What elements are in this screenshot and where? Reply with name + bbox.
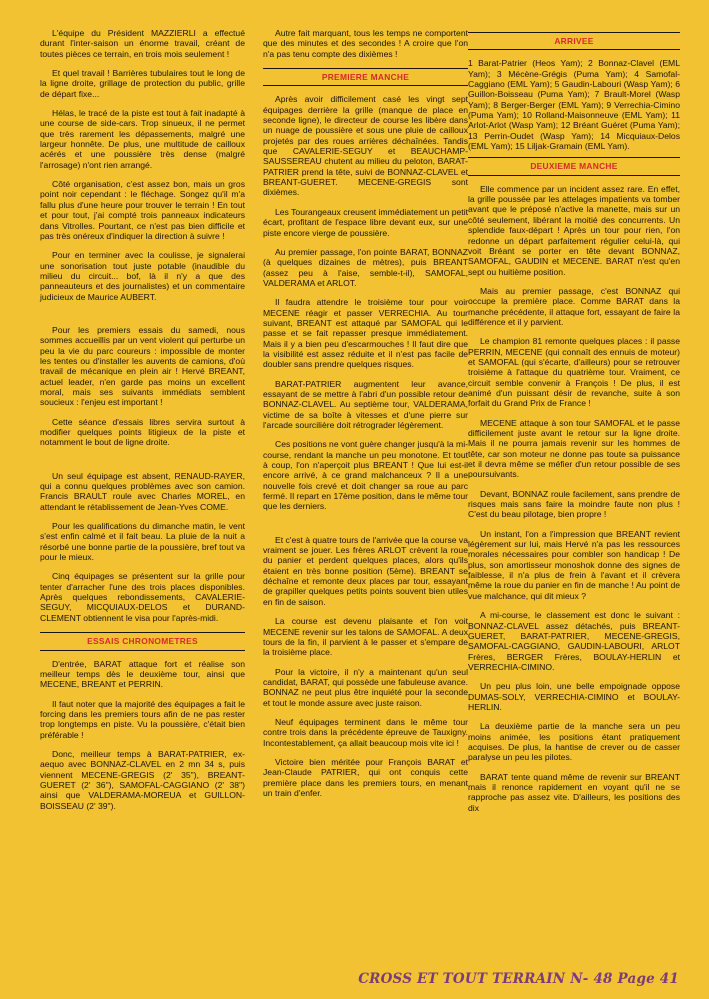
page-footer: CROSS ET TOUT TERRAIN N- 48 Page 41 [358,971,679,987]
paragraph: Neuf équipages terminent dans le même tour contre trois dans la précédente épreuve de Tauxigny. Incontestablement, ça allait beaucoup mois vite ici ! [263,716,468,748]
spacer [40,311,245,325]
paragraph: La deuxième partie de la manche sera un peu moins animée, les positions étant pratiquement acquises. De plus, la hantise de crever ou de casser paralyse un peu les pilotes. [468,721,680,763]
paragraph: Pour les premiers essais du samedi, nous sommes accueillis par un vent violent qui perturbe un peu la vie du parc coureurs : impossible de monter les tentes ou d'installer les auvents de camions, d'où travail de mécanique en plein air ! Hervé BREANT, actuel leader, n'en garde pas moins un excellent moral, mais ses suivants immédiats semblent soucieux : l'enjeu est important ! [40,324,245,408]
section-heading-premiere-manche: PREMIERE MANCHE [263,68,468,86]
paragraph: Et quel travail ! Barrières tubulaires tout le long de la ligne droite, grillage de protection du public, grille de départ fixe... [40,68,245,99]
paragraph: Autre fait marquant, tous les temps ne comportent que des minutes et des secondes ! A croire que l'on n'a pas tenu compte des dixièmes ! [263,28,468,59]
section-heading-deuxieme-manche: DEUXIEME MANCHE [468,157,680,175]
paragraph: Un peu plus loin, une belle empoignade oppose DUMAS-SOLY, VERRECHIA-CIMINO et BOULAY-HERLIN. [468,681,680,712]
section-heading-arrivee: ARRIVEE [468,32,680,50]
paragraph: Il faudra attendre le troisième tour pour voir MECENE réagir et passer VERRECHIA. Au tour suivant, BREANT est attaqué par SAMOFAL qui le passe et se fait repasser presque immédiatement. Mais il y a bien peu d'escarmouches ! Il faut dire que la visibilité est assez réduite et il n'est pas facile de doubler sans prendre quelques risques. [263,297,468,370]
paragraph: Devant, BONNAZ roule facilement, sans prendre de risques mais sans faire la moindre faute non plus ! C'est du beau pilotage, bien propre ! [468,488,680,520]
paragraph: La course est devenu plaisante et l'on voit MECENE revenir sur les talons de SAMOFAL. A deux tours de la fin, il parvient à le passer et s'empare de la troisième place. [263,616,468,658]
paragraph: Ces positions ne vont guère changer jusqu'à la mi-course, rendant la manche un peu monotone. Et tout à coup, l'on n'aperçoit plus BREANT ! Que lui est-il encore arrivé, à ce grand malchanceux ? Il a une nouvelle fois crevé et doit changer sa roue au parc fermé. Il repart en 17ème position, dans le même tour que les derniers. [263,439,468,512]
paragraph: Il faut noter que la majorité des équipages a fait le forcing dans les premiers tours afin de ne pas rester trop longtemps en piste. Vu la poussière, c'était bien préférable ! [40,698,245,740]
column-right [468,28,680,813]
paragraph: D'entrée, BARAT attaque fort et réalise son meilleur temps dès le deuxième tour, ainsi que MECENE, BREANT et PERRIN. [40,658,245,690]
spacer [263,521,468,535]
column-left [40,28,245,811]
paragraph: A mi-course, le classement est donc le suivant : BONNAZ-CLAVEL assez détachés, puis BREANT-GUERET, BARAT-PATRIER, MECENE-GREGIS, SAMOFAL-CAGGIANO, GAUDIN-LABOURI, ARLOT Frères, BERGER Frères, BOULAY-HERLIN et VERRECHIA-CIMINO. [468,610,680,672]
paragraph: Côté organisation, c'est assez bon, mais un gros point noir cependant : le fléchage. Songez qu'il m'a fallu plus d'une heure pour trouver le terrain ! En tout et pour tout, j'ai compté trois panneaux indicateurs dans Vitrolles. Pourtant, ce n'est pas bien difficile et pas très onéreux d'indiquer la direction à suivre ! [40,179,245,241]
paragraph: L'équipe du Président MAZZIERLI a effectué durant l'inter-saison un énorme travail, créant de toutes pièces ce terrain, en trois mois seulement ! [40,28,245,59]
paragraph: Cinq équipages se présentent sur la grille pour tenter d'arracher l'une des trois places disponibles. Après quelques rebondissements, CAVALERIE-SEGUY, MICQUIAUX-DELOS et DURAND-CLEMENT obtiennent le visa pour l'après-midi. [40,571,245,623]
paragraph: Un instant, l'on a l'impression que BREANT revient légèrement sur lui, mais Hervé n'a pas les ressources morales nécessaires pour combler son handicap ! De plus, son amortisseur monoshok donne des signes de faiblesse, il n'a plus de frein à l'avant et il crèvera même la roue du panier en fin de manche ! Au point de vue malchance, qui dit mieux ? [468,528,680,601]
paragraph: Elle commence par un incident assez rare. En effet, la grille poussée par les attelages impatients va tomber avant que le préposé n'active la manette, mais sur un côté seulement, libérant la moitié des concurrents. Un splendide faux-départ ! Après un tour pour rien, l'on redonne un départ parfaitement régulier celui-là, qui voit Bréant se porter en tête devant BONNAZ, SAMOFAL, GAUDIN et MECENE. BARAT n'est qu'en sept ou huitième position. [468,183,680,277]
paragraph: Hélas, le tracé de la piste est tout à fait inadapté à une course de side-cars. Trop sinueux, il ne permet que très rarement les dépassements, malgré une largeur honnête. De plus, une multitude de cailloux acérés et une poussière très dense (malgré l'arrosage) n'ont rien arrangé. [40,108,245,170]
paragraph: Après avoir difficilement casé les vingt sept équipages derrière la grille (manque de place en seconde ligne), le directeur de course les libère dans un nuage de poussière et sous une pluie de cailloux projetés par des roues arrières déchaînées. Tandis que CAVALERIE-SEGUY et BEAUCHAMP-SAUSSEREAU chutent au milieu du peloton, BARAT-PATRIER prend la tête, suivi de BONNAZ-CLAVEL et BREANT-GUERET. MECENE-GREGIS sont dixièmes. [263,94,468,198]
paragraph: Le champion 81 remonte quelques places : il passe PERRIN, MECENE (qui connaît des ennuis de moteur) et SAMOFAL (qui s'écarte, d'ailleurs) pour se retrouver troisième à l'attaque du quatrième tour. Vraiment, ce circuit semble convenir à François ! De plus, il est animé d'un puissant désir de revanche, suite à son forfait du Grand Prix de France ! [468,336,680,409]
paragraph: Et c'est à quatre tours de l'arrivée que la course va vraiment se jouer. Les frères ARLOT crèvent la roue du panier et perdent quelques places, alors qu'ils étaient en très bonne position (5ème). BREANT se déchaîne et remonte deux places par tour, essayant de grapiller quelques petits points souvent bien utiles en fin de saison. [263,534,468,607]
paragraph: Mais au premier passage, c'est BONNAZ qui occupe la première place. Comme BARAT dans la manche précédente, il attaque fort, essayant de faire la différence et il y parvient. [468,285,680,327]
paragraph: Pour les qualifications du dimanche matin, le vent s'est enfin calmé et il fait beau. La pluie de la nuit a résorbé une bonne partie de la poussière, bref tout va pour le mieux. [40,521,245,563]
paragraph: Victoire bien méritée pour François BARAT et Jean-Claude PATRIER, qui ont conquis cette première place dans les premiers tours, en menant un train d'enfer. [263,756,468,798]
section-heading-essais-chronometres: ESSAIS CHRONOMETRES [40,632,245,650]
paragraph: Pour la victoire, il n'y a maintenant qu'un seul candidat, BARAT, qui possède une fabuleuse avance. BONNAZ ne peut plus être inquiété pour la seconde et tout le monde assure avec juste raison. [263,666,468,708]
paragraph: Cette séance d'essais libres servira surtout à modifier quelques points litigieux de la piste et notamment le bout de ligne droite. [40,416,245,448]
paragraph: BARAT-PATRIER augmentent leur avance, essayant de se mettre à l'abri d'un possible retour de BONNAZ-CLAVEL. Au septième tour, VALDERAMA, victime de sa boîte à vitesses et d'une pierre sur l'arcade sourcilière doit rétrograder légèrement. [263,378,468,430]
spacer [40,457,245,471]
column-middle [263,28,468,798]
paragraph: Un seul équipage est absent, RENAUD-RAYER, qui a connu quelques problèmes avec son camion. Francis BRAULT roule avec Charles MOREL, en attendant le rétablissement de Jean-Yves COME. [40,470,245,512]
paragraph: Pour en terminer avec la coulisse, je signalerai une sonorisation tout juste potable (inaudible du milieu du circuit... bof, là il n'y a que des panneauteurs et des journalistes) et un commentaire judicieux de Maurice AUBERT. [40,250,245,302]
paragraph: BARAT tente quand même de revenir sur BREANT mais il renonce rapidement en voyant qu'il ne se rapproche pas assez vite. D'ailleurs, les positions des dix [468,771,680,813]
paragraph: Au premier passage, l'on pointe BARAT, BONNAZ (à quelques dizaines de mètres), puis BREANT (assez peu à l'aise, semble-t-il), SAMOFAL, VALDERAMA et ARLOT. [263,246,468,288]
paragraph: MECENE attaque à son tour SAMOFAL et le passe difficilement juste avant le retour sur la ligne droite. Mais il ne pourra jamais revenir sur les hommes de tête, car son moteur ne donne pas toute sa puissance et il devra même se méfier d'un retour possible de ses poursuivants. [468,417,680,480]
paragraph: Donc, meilleur temps à BARAT-PATRIER, ex-aequo avec BONNAZ-CLAVEL en 2 mn 34 s, puis viennent MECENE-GREGIS (2' 35"), BREANT-GUERET (2' 36"), SAMOFAL-CAGGIANO (2' 38") ainsi que VALDERAMA-MOREUA et GUILLON-BOISSEAU (2' 39"). [40,748,245,811]
paragraph: Les Tourangeaux creusent immédiatement un petit écart, profitant de l'espace libre devant eux, sur une piste encore vierge de poussière. [263,206,468,238]
results-list: 1 Barat-Patrier (Heos Yam); 2 Bonnaz-Clavel (EML Yam); 3 Mécène-Grégis (Puma Yam); 4 Samofal-Caggiano (EML Yam); 5 Gaudin-Labouri (Wasp Yam); 6 Guillon-Boisseau (Puma Yam); 7 Brault-Morel (Wasp Yam); 8 Berger-Berger (EML Yam); 9 Verrechia-Cimino (Puma Yam); 10 Rolland-Maisonneuve (EML Yam); 11 Arlot-Arlot (Wasp Yam); 12 Bréant Guéret (Puma Yam); 13 Perrin-Oudet (Wasp Yam); 14 Micquiaux-Delos (EML Yam); 15 Liljak-Gramain (EML Yam). [468,58,680,152]
